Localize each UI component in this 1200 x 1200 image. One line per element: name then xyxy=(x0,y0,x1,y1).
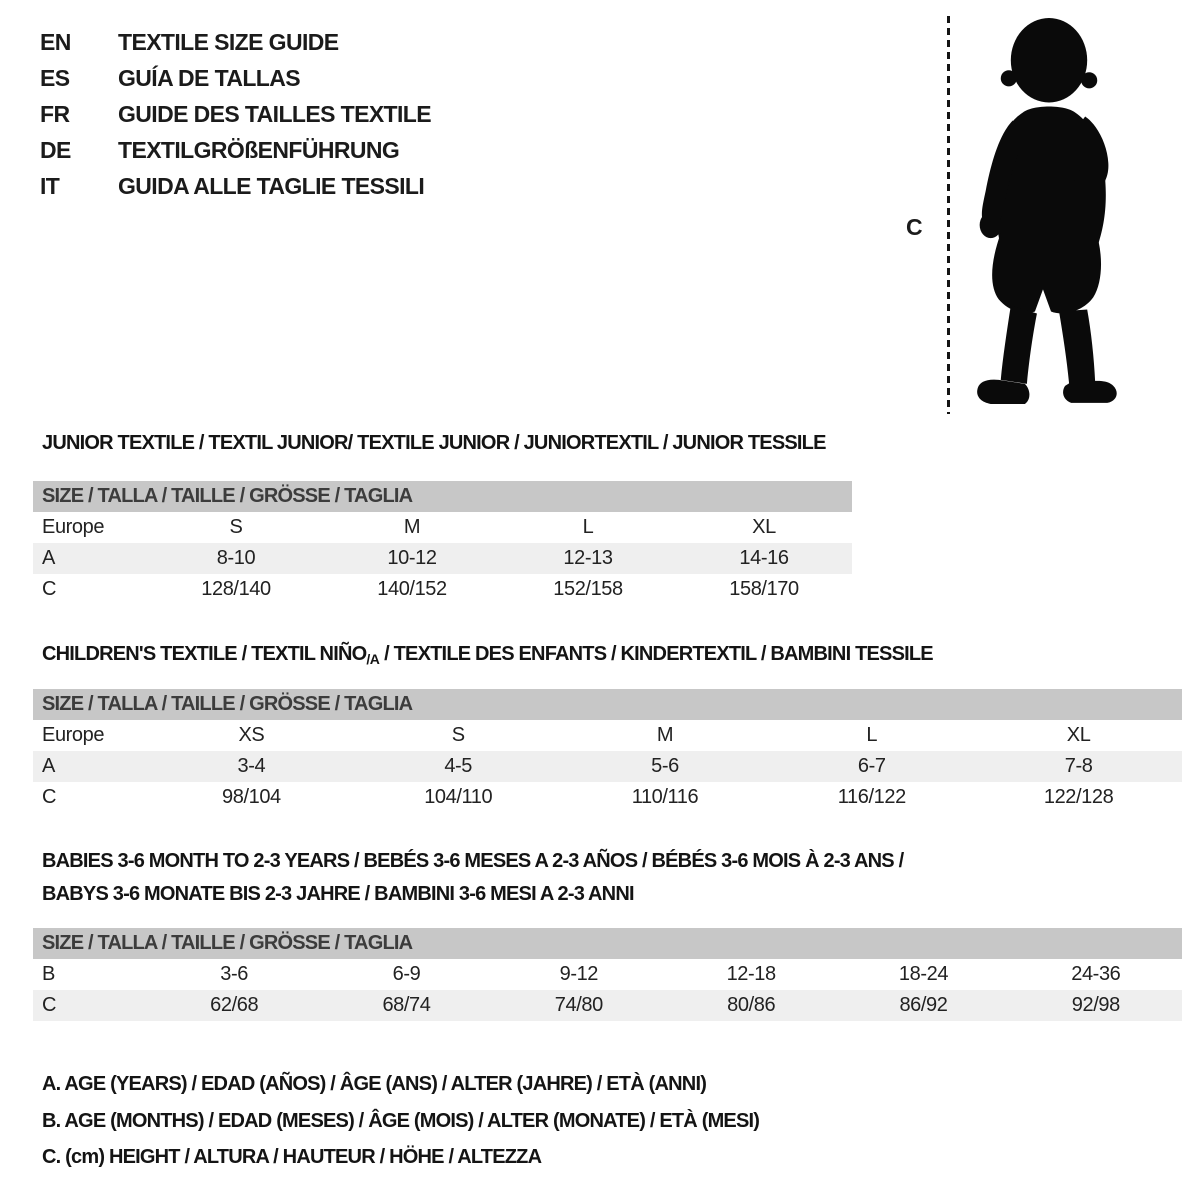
legend-note-a: A. AGE (YEARS) / EDAD (AÑOS) / ÂGE (ANS) / ALTER (JAHRE) / ETÀ (ANNI) xyxy=(42,1073,707,1095)
table-cell: 10-12 xyxy=(387,547,437,569)
table-cell: 62/68 xyxy=(210,994,259,1016)
guide-title-en: TEXTILE SIZE GUIDE xyxy=(118,28,339,55)
table-cell: 74/80 xyxy=(554,994,603,1016)
table-cell: M xyxy=(656,724,674,746)
children-title-pre: CHILDREN'S TEXTILE / TEXTIL NIÑO xyxy=(42,643,367,665)
table-cell: 6-7 xyxy=(857,755,886,777)
lang-row-de xyxy=(40,132,431,168)
table-cell: 104/110 xyxy=(424,786,493,808)
children-section-title xyxy=(42,643,933,666)
lang-row-it xyxy=(40,168,431,204)
table-cell: 110/116 xyxy=(631,786,699,808)
lang-row-fr xyxy=(40,96,431,132)
table-cell: 68/74 xyxy=(382,994,431,1016)
babies-title-line1: BABIES 3-6 MONTH TO 2-3 YEARS / BEBÉS 3-6 MESES A 2-3 AÑOS / BÉBÉS 3-6 MOIS À 2-3 ANS / xyxy=(42,850,904,872)
table-cell: 14-16 xyxy=(739,547,789,569)
lang-code: IT xyxy=(40,172,60,199)
row-label: C xyxy=(42,786,57,808)
lang-code: ES xyxy=(40,64,70,91)
table-cell: L xyxy=(582,516,594,538)
children-title-sub: /A xyxy=(366,651,380,667)
babies-title-line2: BABYS 3-6 MONATE BIS 2-3 JAHRE / BAMBINI 3-6 MESI A 2-3 ANNI xyxy=(42,883,634,905)
table-cell: 98/104 xyxy=(222,786,281,808)
table-cell: 18-24 xyxy=(898,963,949,985)
children-title-post: / TEXTILE DES ENFANTS / KINDERTEXTIL / BAMBINI TESSILE xyxy=(379,643,933,665)
legend-note-c: C. (cm) HEIGHT / ALTURA / HAUTEUR / HÖHE / ALTEZZA xyxy=(42,1146,542,1168)
table-cell: 140/152 xyxy=(377,578,447,600)
table-row-months xyxy=(33,959,1182,990)
row-label: A xyxy=(42,547,55,569)
table-cell: 3-4 xyxy=(237,755,266,777)
junior-size-table xyxy=(33,481,852,605)
junior-section-title: JUNIOR TEXTILE / TEXTIL JUNIOR/ TEXTILE JUNIOR / JUNIORTEXTIL / JUNIOR TESSILE xyxy=(42,432,826,454)
table-cell: 128/140 xyxy=(201,578,271,600)
lang-code: EN xyxy=(40,28,71,55)
lang-code: DE xyxy=(40,136,71,163)
lang-row-es xyxy=(40,60,431,96)
table-row-age xyxy=(33,751,1182,782)
table-cell: XS xyxy=(238,724,265,746)
table-cell: 5-6 xyxy=(651,755,679,777)
table-cell: 122/128 xyxy=(1043,786,1114,808)
toddler-silhouette-image xyxy=(960,12,1138,416)
table-row-europe xyxy=(33,512,852,543)
row-label: C xyxy=(42,578,57,600)
table-cell: S xyxy=(451,724,465,746)
babies-size-table xyxy=(33,928,1182,1021)
row-label: Europe xyxy=(42,724,105,746)
table-cell: 152/158 xyxy=(553,578,623,600)
size-header-bar: SIZE / TALLA / TAILLE / GRÖSSE / TAGLIA xyxy=(33,689,1182,720)
table-cell: 9-12 xyxy=(559,963,599,985)
row-label: C xyxy=(42,994,57,1016)
row-label: A xyxy=(42,755,55,777)
table-cell: M xyxy=(403,516,421,538)
babies-section-title xyxy=(42,845,903,911)
table-row-height xyxy=(33,782,1182,813)
table-cell: 4-5 xyxy=(444,755,473,777)
table-cell: 6-9 xyxy=(392,963,421,985)
table-row-height xyxy=(33,990,1182,1021)
lang-row-en xyxy=(40,24,431,60)
height-measure-label: C xyxy=(906,214,923,240)
children-size-table xyxy=(33,689,1182,813)
table-cell: 158/170 xyxy=(729,578,799,600)
table-cell: 24-36 xyxy=(1071,963,1121,985)
guide-title-de: TEXTILGRÖßENFÜHRUNG xyxy=(118,136,400,163)
legend-notes xyxy=(42,1066,759,1176)
table-row-height xyxy=(33,574,852,605)
size-header-bar: SIZE / TALLA / TAILLE / GRÖSSE / TAGLIA xyxy=(33,928,1182,959)
table-cell: 3-6 xyxy=(220,963,249,985)
size-header-bar: SIZE / TALLA / TAILLE / GRÖSSE / TAGLIA xyxy=(33,481,852,512)
table-cell: 12-18 xyxy=(726,963,776,985)
lang-code: FR xyxy=(40,100,70,127)
table-cell: 7-8 xyxy=(1064,755,1093,777)
table-cell: S xyxy=(229,516,243,538)
legend-note-b: B. AGE (MONTHS) / EDAD (MESES) / ÂGE (MOIS) / ALTER (MONATE) / ETÀ (MESI) xyxy=(42,1109,760,1132)
table-cell: 86/92 xyxy=(899,994,948,1016)
row-label: B xyxy=(42,963,55,985)
table-cell: 80/86 xyxy=(727,994,776,1016)
table-cell: L xyxy=(866,724,878,746)
guide-title-fr: GUIDE DES TAILLES TEXTILE xyxy=(118,100,431,127)
table-cell: XL xyxy=(1066,724,1091,746)
row-label: Europe xyxy=(42,516,105,538)
table-row-europe xyxy=(33,720,1182,751)
guide-title-it: GUIDA ALLE TAGLIE TESSILI xyxy=(118,172,425,199)
language-title-block xyxy=(40,24,431,204)
table-cell: 92/98 xyxy=(1071,994,1120,1016)
table-cell: 8-10 xyxy=(216,547,256,569)
table-cell: XL xyxy=(752,516,776,538)
table-cell: 116/122 xyxy=(837,786,906,808)
guide-title-es: GUÍA DE TALLAS xyxy=(118,64,300,91)
table-row-age xyxy=(33,543,852,574)
table-cell: 12-13 xyxy=(563,547,613,569)
height-measure-dashed-line xyxy=(947,16,950,414)
